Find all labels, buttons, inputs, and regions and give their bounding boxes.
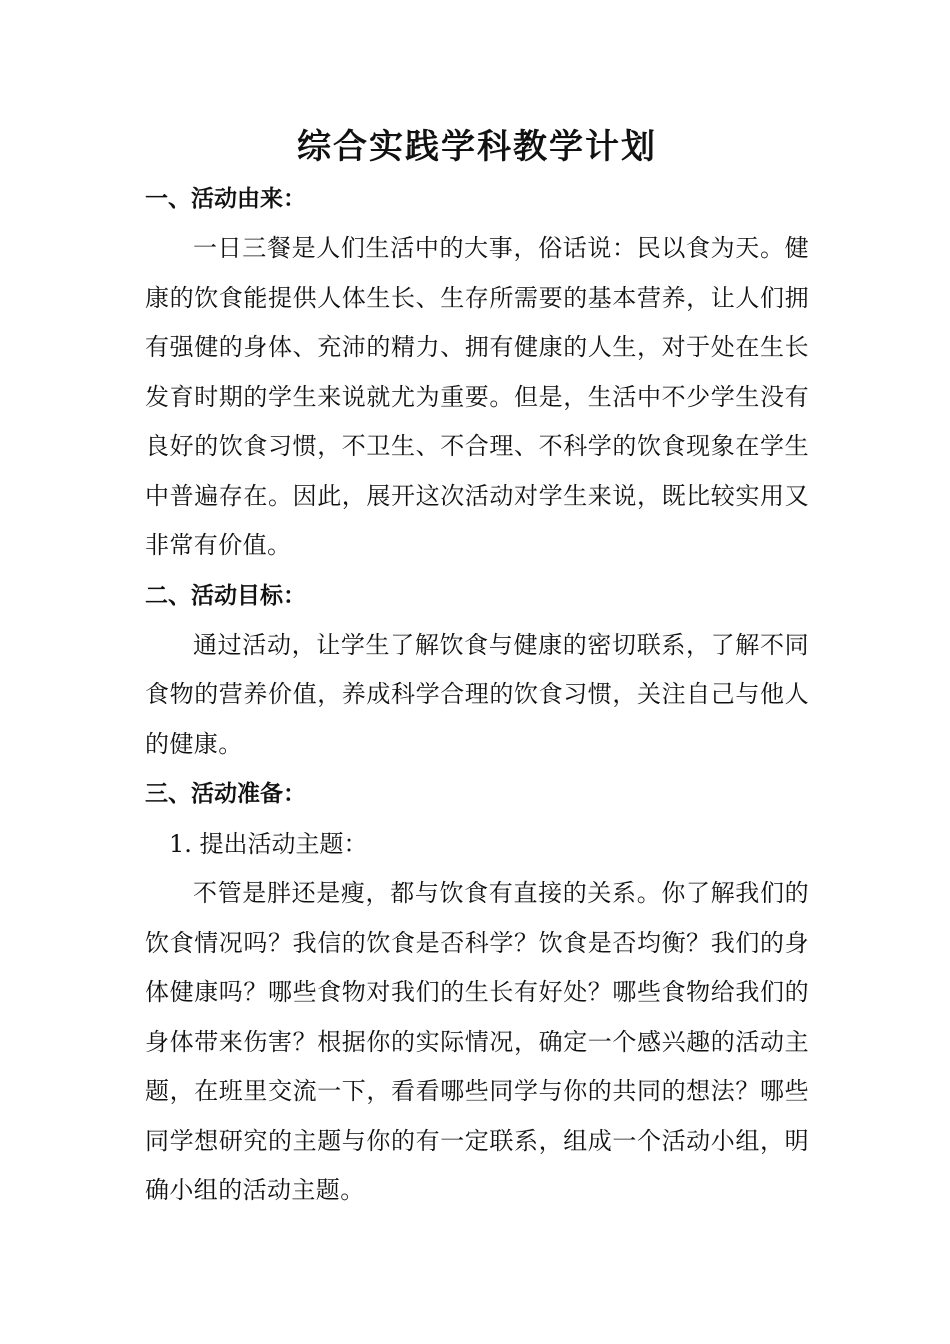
- section-paragraph-origin: 一日三餐是人们生活中的大事，俗话说：民以食为天。健康的饮食能提供人体生长、生存所需要的基本营养，让人们拥有强健的身体、充沛的精力、拥有健康的人生，对于处在生长发育时期的学生来说就尤为重要。但是，生活中不少学生没有良好的饮食习惯，不卫生、不合理、不科学的饮食现象在学生中普遍存在。因此，展开这次活动对学生来说，既比较实用又非常有价值。: [145, 234, 809, 559]
- section-paragraph-goals: 通过活动，让学生了解饮食与健康的密切联系，了解不同食物的营养价值，养成科学合理的饮食习惯，关注自己与他人的健康。: [145, 630, 809, 758]
- section-heading-goals: 二、活动目标：: [145, 582, 306, 609]
- document-title: 综合实践学科教学计划: [297, 127, 657, 167]
- document-body: [145, 122, 809, 1216]
- section-heading-origin: 一、活动由来：: [145, 186, 306, 212]
- preparation-subitem-1: 1. 提出活动主题：: [169, 830, 368, 858]
- section-paragraph-preparation: 不管是胖还是瘦，都与饮食有直接的关系。你了解我们的饮食情况吗？我信的饮食是否科学？饮食是否均衡？我们的身体健康吗？哪些食物对我们的生长有好处？哪些食物给我们的身体带来伤害？根据你的实际情况，确定一个感兴趣的活动主题，在班里交流一下，看看哪些同学与你的共同的想法？哪些同学想研究的主题与你的有一定联系，组成一个活动小组，明确小组的活动主题。: [145, 879, 809, 1204]
- section-heading-preparation: 三、活动准备：: [145, 781, 306, 807]
